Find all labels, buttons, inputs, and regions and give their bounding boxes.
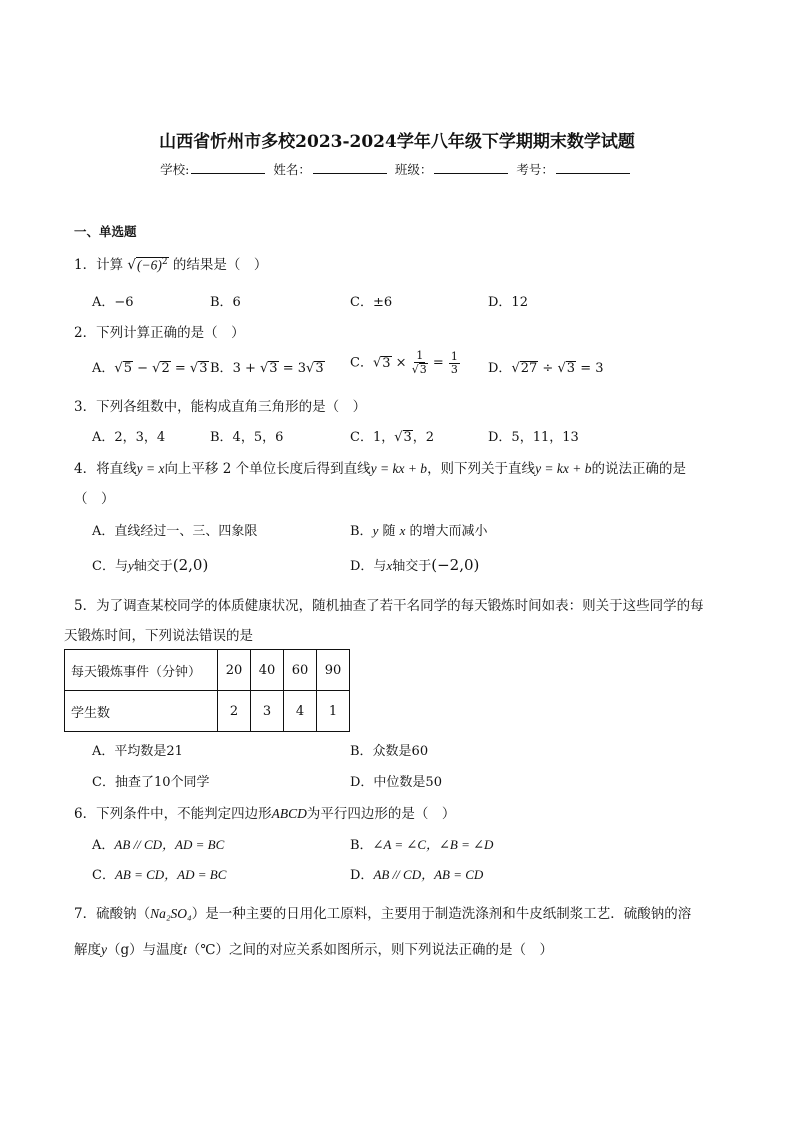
- table-row: [65, 650, 350, 691]
- table-row-label: 学生数: [65, 691, 218, 732]
- q5-option-b: B．众数是60: [350, 744, 429, 759]
- question-1: [74, 253, 267, 273]
- sqrt-icon: √: [306, 361, 315, 376]
- q4-option-b: B．y 随 x 的增大而减小: [350, 523, 488, 539]
- sqrt-icon: √: [411, 363, 419, 377]
- q1-suffix: 的结果是（ ）: [172, 257, 268, 273]
- sqrt-icon: √: [152, 361, 161, 376]
- q1-exponent: 2: [161, 256, 168, 267]
- q3-option-a: A．2，3，4: [92, 430, 166, 445]
- sqrt-icon: √: [372, 355, 382, 371]
- table-row: [65, 691, 350, 732]
- table-cell: 20: [218, 650, 251, 691]
- section-heading: 一、单选题: [74, 224, 137, 239]
- q2-option-a: A．√5 − √2 = √3: [92, 361, 208, 376]
- table-cell: 4: [284, 691, 317, 732]
- class-label: 班级：: [394, 162, 433, 177]
- exercise-time-table: [64, 649, 350, 732]
- q1-expr: (−6): [137, 257, 162, 272]
- q1-option-d: D．12: [488, 295, 528, 310]
- table-cell: 60: [284, 650, 317, 691]
- q1-option-b: B．6: [210, 295, 241, 310]
- student-info-line: [0, 160, 794, 178]
- sqrt-icon: √: [511, 361, 520, 376]
- table-cell: 2: [218, 691, 251, 732]
- q2-option-d: D．√27 ÷ √3 = 3: [488, 361, 604, 376]
- q4-answer-bracket: （ ）: [74, 491, 115, 507]
- q4-option-d: D．与x轴交于(−2,0): [350, 556, 480, 574]
- sqrt-icon: √: [114, 361, 123, 376]
- sqrt-icon: √: [557, 361, 566, 376]
- q3-option-b: B．4，5，6: [210, 430, 284, 445]
- q2-option-b: B．3 + √3 = 3√3: [210, 361, 324, 376]
- q1-option-a: A．−6: [92, 295, 134, 310]
- sqrt-icon: √: [260, 361, 269, 376]
- table-cell: 3: [251, 691, 284, 732]
- q5-option-d: D．中位数是50: [350, 775, 442, 790]
- name-blank: [313, 163, 387, 174]
- q3-option-c: C．1，√3，2: [350, 430, 435, 445]
- question-6: 6．下列条件中，不能判定四边形ABCD为平行四边形的是（ ）: [74, 806, 456, 822]
- class-blank: [434, 163, 508, 174]
- table-cell: 90: [317, 650, 350, 691]
- chemical-formula: Na₂SO₄: [150, 906, 192, 921]
- table-cell: 40: [251, 650, 284, 691]
- q6-option-b: B．∠A = ∠C，∠B = ∠D: [350, 837, 494, 853]
- q1-prefix: 1．计算: [74, 257, 124, 273]
- fraction: $\frac{1}{√3}$: [411, 349, 427, 377]
- table-cell: 1: [317, 691, 350, 732]
- question-7: 7．硫酸钠（Na₂SO₄）是一种主要的日用化工原料，主要用于制造洗涤剂和牛皮纸制浆工艺．硫酸钠的溶: [74, 906, 692, 922]
- q4-option-a: A．直线经过一、三、四象限: [92, 524, 258, 539]
- question-5-cont: 天锻炼时间，下列说法错误的是: [64, 628, 253, 644]
- sqrt-icon: √: [394, 430, 403, 445]
- question-4: 4．将直线y = x向上平移 2 个单位长度后得到直线y = kx + b，则下列关于直线y = kx + b的说法正确的是: [74, 461, 687, 477]
- question-5: 5．为了调查某校同学的体质健康状况，随机抽查了若干名同学的每天锻炼时间如表：则关于这些同学的每: [74, 598, 704, 614]
- q6-option-c: C．AB = CD，AD = BC: [92, 867, 227, 883]
- table-header-cell: 每天锻炼事件（分钟）: [65, 650, 218, 691]
- q5-option-c: C．抽查了10个同学: [92, 775, 210, 790]
- name-label: 姓名：: [273, 162, 311, 177]
- exam-number-label: 考号：: [516, 162, 554, 177]
- exam-title: 山西省忻州市多校2023-2024学年八年级下学期期末数学试题: [159, 132, 635, 152]
- q5-option-a: A．平均数是21: [92, 744, 183, 759]
- question-3: 3．下列各组数中，能构成直角三角形的是（ ）: [74, 399, 367, 415]
- q6-option-a: A．AB // CD，AD = BC: [92, 837, 225, 853]
- school-blank: [191, 163, 265, 174]
- sqrt-icon: √: [127, 257, 136, 273]
- q6-option-d: D．AB // CD，AB = CD: [350, 867, 484, 883]
- school-label: 学校:: [160, 162, 190, 177]
- q3-option-d: D．5，11，13: [488, 430, 579, 445]
- question-7-cont: 解度y（g）与温度t（℃）之间的对应关系如图所示，则下列说法正确的是（ ）: [74, 942, 554, 958]
- q4-option-c: C．与y轴交于(2,0): [92, 556, 209, 574]
- q1-option-c: C．±6: [350, 295, 393, 310]
- exam-number-blank: [556, 163, 630, 174]
- sqrt-icon: √: [189, 361, 199, 376]
- q2-option-c: C．√3 × $\frac{1}{√3}$ = $\frac{1}{3}$: [350, 349, 458, 377]
- question-2: 2．下列计算正确的是（ ）: [74, 325, 245, 341]
- fraction: $\frac{1}{3}$: [450, 349, 458, 376]
